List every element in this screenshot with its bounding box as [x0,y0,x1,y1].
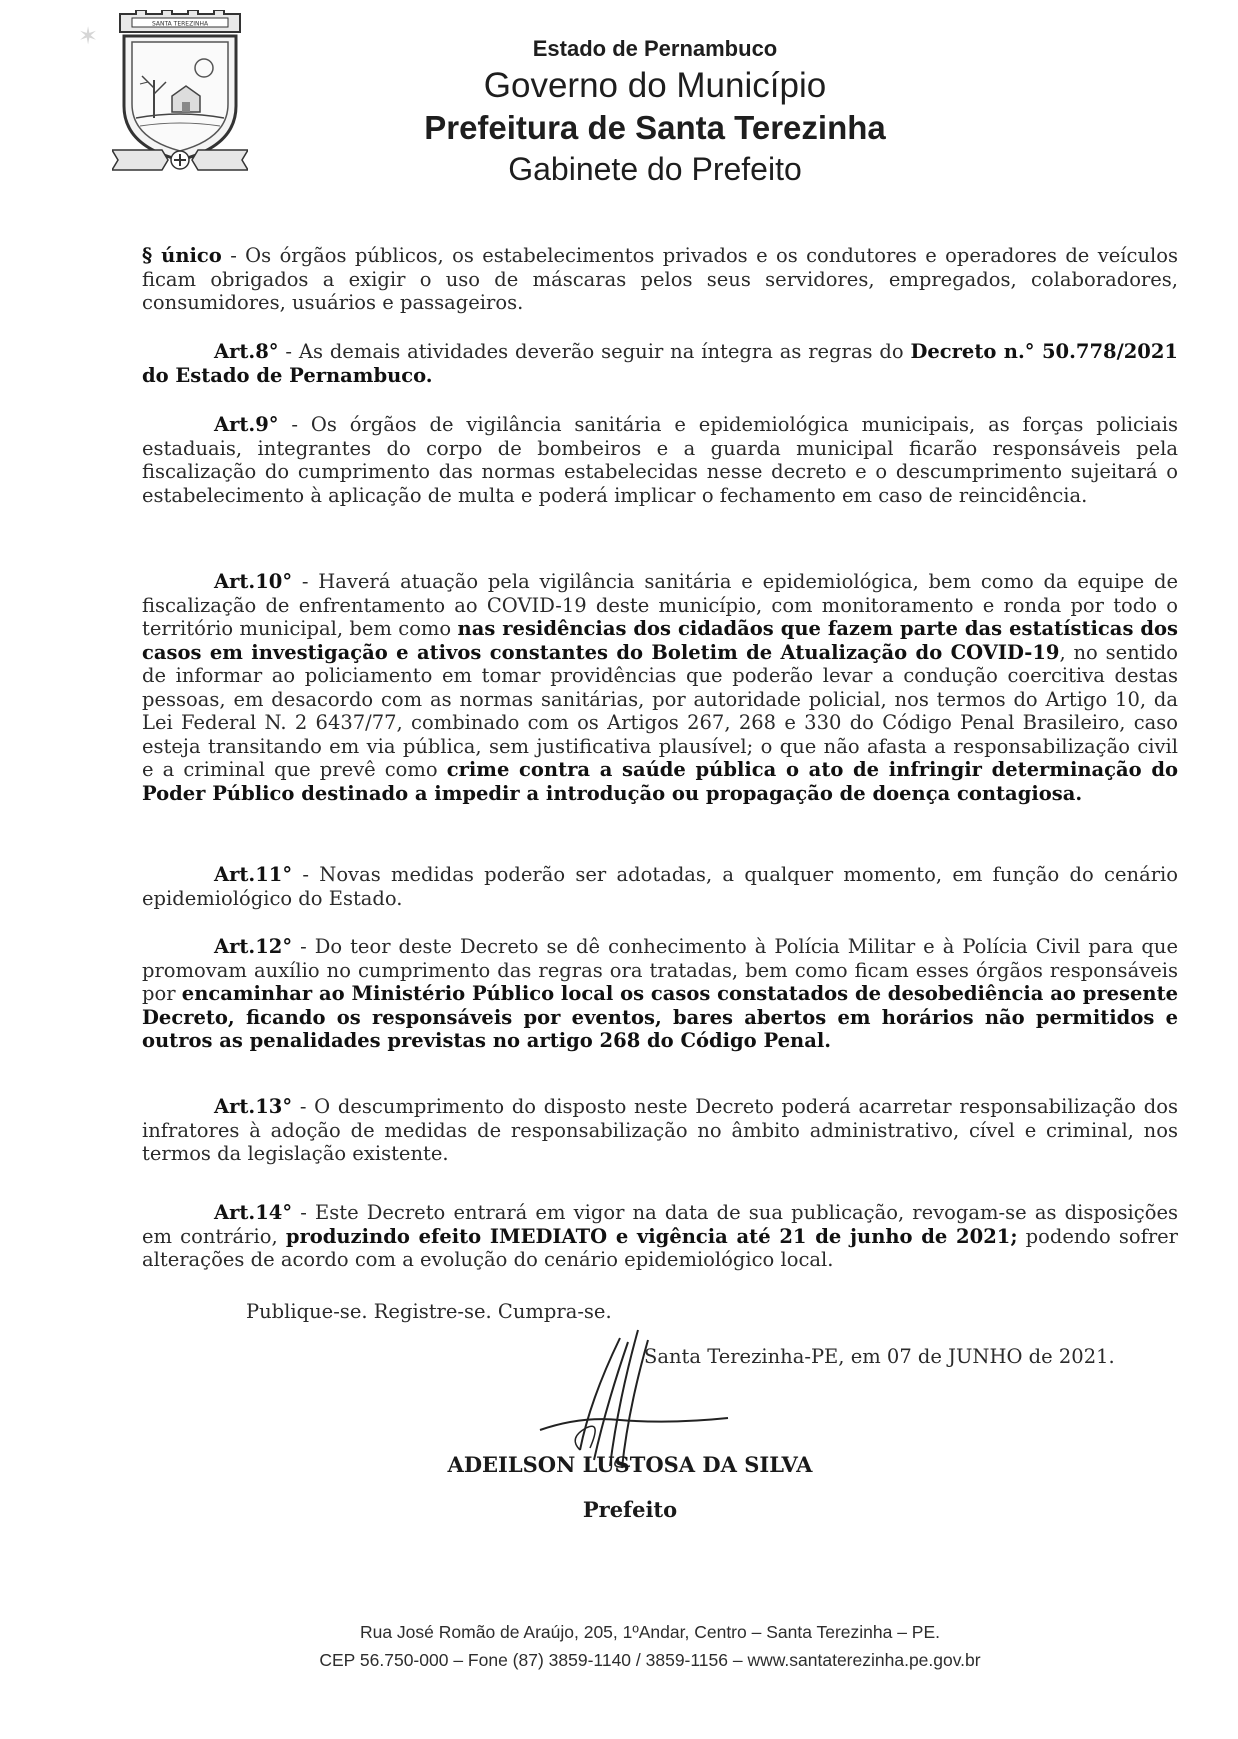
footer-address: Rua José Romão de Araújo, 205, 1ºAndar, Centro – Santa Terezinha – PE. [359,1622,941,1642]
paragraph-unico [142,244,1178,315]
header-cabinet: Gabinete do Prefeito [508,151,802,187]
article-text: - Os órgãos de vigilância sanitária e epidemiológica municipais, as forças policiais estaduais, integrantes do corpo de bombeiros e a guarda municipal ficarão responsáveis pela fiscalização do cumprimento das normas estabelecidas nesse decreto e o descumprimento sujeitará o estabelecimento à aplicação de multa e poderá implicar o fechamento em caso de reincidência. [142,413,1178,507]
header-state: Estado de Pernambuco [532,36,778,61]
paragraph-art14 [142,1201,1178,1272]
header-prefecture: Prefeitura de Santa Terezinha [424,109,886,146]
article-text: podendo sofrer alterações de acordo com a evolução do cenário epidemiológico local. [142,1224,1178,1271]
article-bold-text: Decreto n.° 50.778/2021 do Estado de Pernambuco. [142,340,1178,387]
signer-title: Prefeito [582,1497,678,1522]
coat-of-arms-icon [112,10,248,178]
paragraph-art8 [142,340,1178,387]
paragraph-art10 [142,570,1178,805]
footer-contact: CEP 56.750-000 – Fone (87) 3859-1140 / 3859-1156 – www.santaterezinha.pe.gov.br [319,1650,981,1670]
place-date: Santa Terezinha-PE, em 07 de JUNHO de 2021. [644,1345,1115,1368]
article-text: - As demais atividades deverão seguir na íntegra as regras do [278,340,911,363]
article-label: Art.8° [214,340,279,363]
article-text: - Este Decreto entrará em vigor na data de sua publicação, revogam-se as disposições em contrário, [142,1201,1178,1248]
star-mark-icon: ✶ [78,22,99,50]
paragraph-art13 [142,1095,1178,1166]
article-bold-text: produzindo efeito IMEDIATO e vigência até 21 de junho de 2021; [285,1224,1018,1248]
article-label: Art.10° [214,570,293,593]
header-government: Governo do Município [483,66,827,105]
article-label: Art.14° [214,1201,293,1224]
article-bold-text: nas residências dos cidadãos que fazem parte das estatísticas dos casos em investigação e ativos constantes do Boletim de Atualização do COVID-19 [142,617,1178,664]
paragraph-text: - Os órgãos públicos, os estabelecimentos privados e os condutores e operadores de veículos ficam obrigados a exigir o uso de máscaras pelos seus servidores, empregados, colaboradores, consumidores, usuários e passageiros. [142,244,1178,314]
article-bold-text: crime contra a saúde pública o ato de infringir determinação do Poder Público destinado a impedir a introdução ou propagação de doença contagiosa. [142,758,1179,805]
article-label: Art.13° [214,1095,293,1118]
article-label: Art.9° [214,413,279,436]
paragraph-art12 [142,935,1178,1053]
signer-name: ADEILSON LUSTOSA DA SILVA [447,1452,813,1477]
article-label: Art.11° [214,863,293,886]
article-text: - Novas medidas poderão ser adotadas, a qualquer momento, em função do cenário epidemiológico do Estado. [142,863,1178,910]
paragraph-art11 [142,863,1178,910]
crest-banner-text: SANTA TEREZINHA [151,20,209,28]
article-text: - Do teor deste Decreto se dê conhecimento à Polícia Militar e à Polícia Civil para que promovam auxílio no cumprimento das regras ora tratadas, bem como ficam esses órgãos responsáveis por [142,935,1178,1005]
closing-formula: Publique-se. Registre-se. Cumpra-se. [246,1300,612,1323]
article-label: Art.12° [214,935,293,958]
letterhead [340,34,970,188]
article-text: , no sentido de informar ao policiamento em tomar providências que poderão levar a condução coercitiva destas pessoas, em desacordo com as normas sanitárias, por autoridade policial, nos termos do Artigo 10, da Lei Federal N. 2 6437/77, combinado com os Artigos 267, 268 e 330 do Código Penal Brasileiro, caso esteja transitando em via pública, sem justificativa plausível; o que não afasta a responsabilização civil e a criminal que prevê como [142,640,1178,781]
article-bold-text: encaminhar ao Ministério Público local os casos constatados de desobediência ao presente Decreto, ficando os responsáveis por eventos, bares abertos em horários não permitidos e outros as penalidades previstas no artigo 268 do Código Penal. [142,982,1178,1052]
paragraph-art9 [142,413,1178,507]
footer [220,1618,1080,1674]
paragraph-label: § único [142,244,222,267]
article-text: - Haverá atuação pela vigilância sanitária e epidemiológica, bem como da equipe de fiscalização de enfrentamento ao COVID-19 deste município, com monitoramento e ronda por todo o território municipal, bem como [142,570,1178,640]
article-text: - O descumprimento do disposto neste Decreto poderá acarretar responsabilização dos infratores à adoção de medidas de responsabilização no âmbito administrativo, cível e criminal, nos termos da legislação existente. [142,1095,1178,1165]
